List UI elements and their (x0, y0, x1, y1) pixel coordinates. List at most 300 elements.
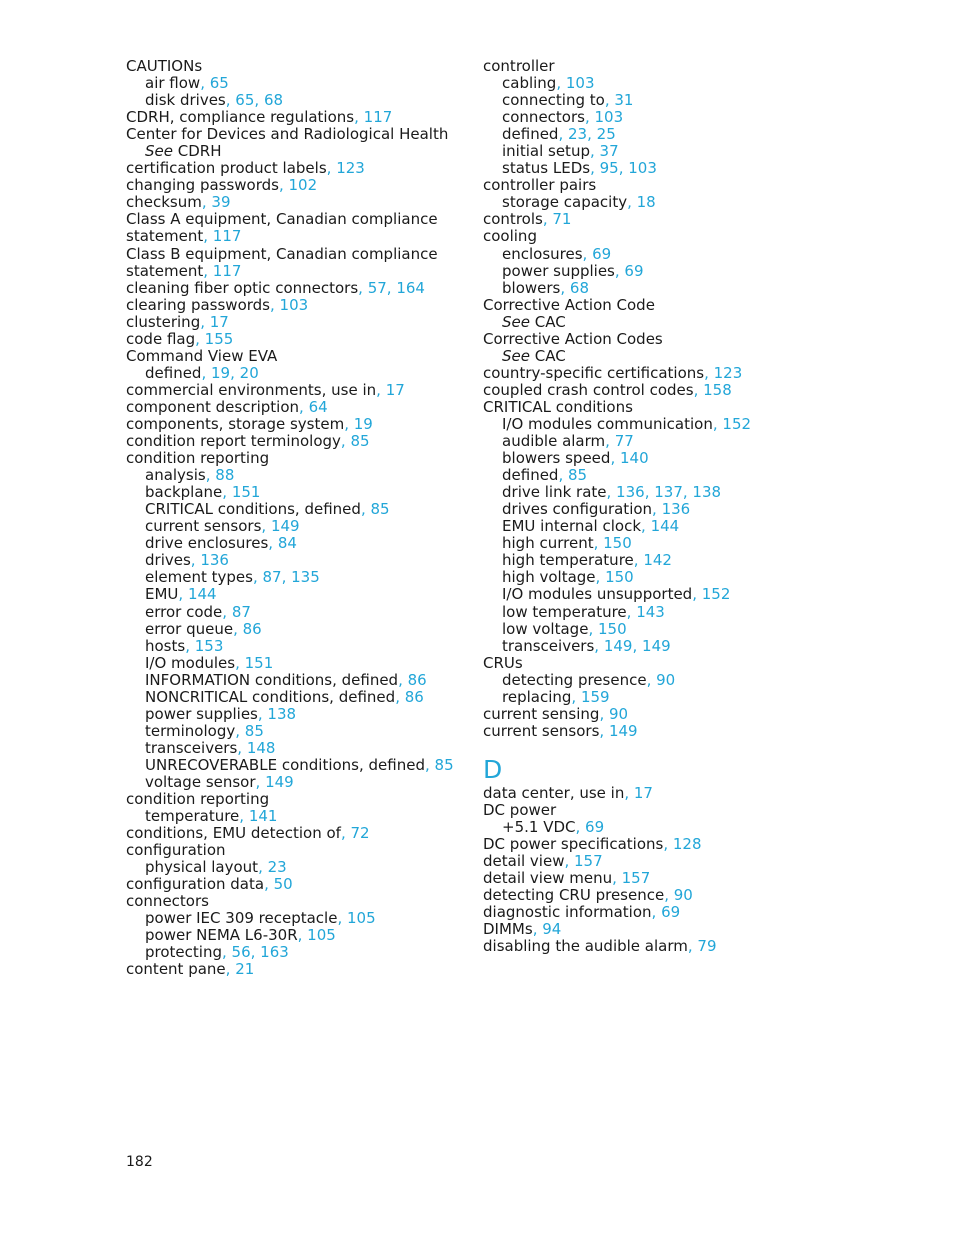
index-subentry (126, 143, 466, 160)
page-link[interactable]: 149 (608, 721, 638, 740)
page-separator: , (556, 74, 566, 93)
page-separator: , (201, 363, 212, 382)
index-term: low voltage (502, 619, 589, 638)
index-subentry (483, 143, 823, 160)
page-separator: , (299, 397, 309, 416)
index-term: Class A equipment, Canadian compliance (126, 210, 438, 229)
page-link[interactable]: 94 (542, 920, 562, 939)
index-entry (483, 836, 823, 853)
page-link[interactable]: 138 (692, 483, 722, 502)
page-separator: , (605, 432, 615, 451)
index-entry (483, 382, 823, 399)
page-link[interactable]: 68 (263, 91, 284, 110)
index-term: terminology (145, 721, 236, 740)
page-separator: , (627, 193, 637, 212)
index-entry (483, 399, 823, 416)
index-subentry (483, 416, 823, 433)
index-term: status LEDs (502, 159, 591, 178)
index-entry (126, 433, 466, 450)
page-link[interactable]: 64 (308, 397, 328, 416)
index-term: detail view menu (483, 869, 613, 888)
page-link[interactable]: 163 (260, 943, 289, 962)
index-term: certification product labels (126, 159, 327, 178)
page-link[interactable]: 71 (552, 210, 572, 229)
index-term: power supplies (145, 704, 258, 723)
page-link[interactable]: 17 (633, 783, 653, 802)
index-subentry (126, 586, 466, 603)
index-term: +5.1 VDC (502, 817, 576, 836)
index-entry (483, 785, 823, 802)
index-entry (483, 177, 823, 194)
page-separator: , (326, 159, 337, 178)
index-term: CAUTIONs (126, 57, 203, 75)
page-link[interactable]: 149 (265, 772, 294, 791)
see-reference-label: See (502, 312, 535, 331)
page-separator: , (618, 159, 629, 178)
index-term: CRITICAL conditions, defined (145, 500, 361, 519)
index-subentry (483, 160, 823, 177)
page-link[interactable]: 87 (231, 602, 251, 621)
page-link[interactable]: 86 (242, 619, 262, 638)
page-link[interactable]: 152 (701, 585, 731, 604)
index-term: current sensors (145, 517, 262, 536)
index-term: voltage sensor (145, 772, 256, 791)
page-link[interactable]: 85 (370, 500, 390, 519)
index-subentry (483, 280, 823, 297)
page-separator: , (270, 295, 280, 314)
page-separator: , (200, 74, 210, 93)
index-term: drives (145, 551, 191, 570)
page-link[interactable]: 85 (244, 721, 264, 740)
page-separator: , (571, 687, 581, 706)
index-term: EMU (145, 585, 179, 604)
index-subentry (483, 194, 823, 211)
index-subentry (483, 450, 823, 467)
index-subentry (126, 910, 466, 927)
index-entry (126, 211, 466, 228)
page-link[interactable]: 21 (235, 960, 255, 979)
page-link[interactable]: 37 (599, 142, 619, 161)
page-link[interactable]: 149 (270, 517, 300, 536)
index-term: blowers (502, 278, 561, 297)
page-link[interactable]: 103 (594, 108, 624, 127)
page-link[interactable]: 20 (239, 363, 259, 382)
index-subentry (126, 757, 466, 774)
page-separator: , (358, 278, 368, 297)
page-separator: , (225, 91, 236, 110)
page-link[interactable]: 128 (672, 835, 702, 854)
page-separator: , (575, 817, 586, 836)
index-term: Class B equipment, Canadian compliance (126, 244, 438, 263)
page-separator: , (190, 551, 201, 570)
index-subentry (126, 518, 466, 535)
page-separator: , (257, 704, 268, 723)
page-separator: , (195, 329, 205, 348)
page-link[interactable]: 164 (396, 278, 425, 297)
page-link[interactable]: 150 (597, 619, 627, 638)
page-separator: , (558, 466, 569, 485)
index-entry (126, 280, 466, 297)
index-term: cooling (483, 227, 537, 246)
page-separator: , (268, 534, 278, 553)
index-term: high temperature (502, 551, 634, 570)
page-link[interactable]: 123 (713, 363, 743, 382)
page-link[interactable]: 103 (628, 159, 657, 178)
index-subentry (126, 638, 466, 655)
page-separator: , (254, 91, 264, 110)
index-subentry (483, 501, 823, 518)
index-term: DC power (483, 800, 557, 819)
page-link[interactable]: 79 (697, 937, 717, 956)
page-link[interactable]: 149 (603, 636, 633, 655)
page-link[interactable]: 25 (596, 125, 616, 144)
index-term: drive link rate (502, 483, 607, 502)
index-term: diagnostic information (483, 903, 652, 922)
index-subentry (126, 808, 466, 825)
index-term: NONCRITICAL conditions, defined (145, 687, 396, 706)
index-term: DC power specifications (483, 835, 664, 854)
page-link[interactable]: 90 (673, 886, 693, 905)
index-subentry (483, 109, 823, 126)
page-link[interactable]: 135 (291, 568, 320, 587)
index-term: commercial environments, use in (126, 380, 377, 399)
page-link[interactable]: 149 (642, 636, 671, 655)
index-term: Command View EVA (126, 346, 278, 365)
page-separator: , (610, 449, 620, 468)
index-entry (126, 842, 466, 859)
index-term: cabling (502, 74, 557, 93)
page-link[interactable]: 150 (603, 534, 632, 553)
index-subentry (483, 569, 823, 586)
index-term: audible alarm (502, 432, 606, 451)
page-separator: , (337, 909, 347, 928)
index-term: CDRH (177, 142, 222, 161)
index-subentry (126, 92, 466, 109)
index-term: code flag (126, 329, 196, 348)
page-link[interactable]: 140 (619, 449, 649, 468)
page-separator: , (614, 261, 625, 280)
index-term: power NEMA L6-30R (145, 926, 298, 945)
index-subentry (126, 569, 466, 586)
index-term: CRUs (483, 653, 523, 672)
page-link[interactable]: 23 (267, 858, 287, 877)
index-subentry (126, 552, 466, 569)
page-link[interactable]: 152 (722, 414, 752, 433)
index-term: coupled crash control codes (483, 380, 694, 399)
index-subentry (126, 706, 466, 723)
page-link[interactable]: 136 (661, 500, 691, 519)
index-subentry (126, 689, 466, 706)
page-separator: , (599, 704, 609, 723)
page-link[interactable]: 153 (194, 636, 224, 655)
index-entry (126, 297, 466, 314)
page-link[interactable]: 65 (209, 74, 229, 93)
index-entry (126, 263, 466, 280)
page-link[interactable]: 17 (385, 380, 405, 399)
index-term: current sensing (483, 704, 600, 723)
page-link[interactable]: 23 (568, 125, 588, 144)
page-link[interactable]: 136 (616, 483, 645, 502)
page-link[interactable]: 65 (235, 91, 255, 110)
page-separator: , (261, 517, 271, 536)
page-link[interactable]: 88 (215, 466, 235, 485)
index-term: content pane (126, 960, 226, 979)
index-subentry (483, 552, 823, 569)
index-term: I/O modules communication (502, 414, 713, 433)
index-term: transceivers (145, 738, 238, 757)
page-link[interactable]: 85 (434, 755, 454, 774)
page-link[interactable]: 85 (568, 466, 588, 485)
page-link[interactable]: 17 (209, 312, 229, 331)
index-entry (483, 904, 823, 921)
index-entry (126, 331, 466, 348)
see-reference-label: See (145, 142, 178, 161)
page-separator: , (594, 636, 604, 655)
index-term: connecting to (502, 91, 605, 110)
page-link[interactable]: 56 (231, 943, 251, 962)
page-link[interactable]: 90 (609, 704, 629, 723)
page-link[interactable]: 157 (621, 869, 651, 888)
index-subentry (483, 348, 823, 365)
page-separator: , (360, 500, 371, 519)
page-link[interactable]: 69 (592, 244, 612, 263)
index-subentry (483, 246, 823, 263)
page-link[interactable]: 84 (277, 534, 297, 553)
page-separator: , (632, 636, 643, 655)
page-separator: , (344, 414, 354, 433)
page-link[interactable]: 148 (246, 738, 276, 757)
page-link[interactable]: 68 (569, 278, 589, 297)
index-term: configuration (126, 841, 226, 860)
index-term: error code (145, 602, 223, 621)
page-separator: , (239, 807, 249, 826)
page-separator: , (225, 960, 236, 979)
index-entry (126, 58, 466, 75)
index-term: CAC (534, 346, 566, 365)
page-separator: , (354, 108, 364, 127)
page-separator: , (185, 636, 195, 655)
page-link[interactable]: 72 (350, 824, 370, 843)
index-term: controller pairs (483, 176, 597, 195)
index-term: controls (483, 210, 543, 229)
page-link[interactable]: 159 (580, 687, 610, 706)
page-separator: , (646, 670, 657, 689)
index-subentry (483, 126, 823, 143)
index-term: controller (483, 57, 555, 75)
index-term: air flow (145, 74, 201, 93)
page-separator: , (252, 568, 263, 587)
page-separator: , (687, 937, 698, 956)
page-link[interactable]: 103 (279, 295, 309, 314)
index-entry (126, 160, 466, 177)
page-link[interactable]: 150 (605, 568, 634, 587)
index-subentry (126, 774, 466, 791)
index-term: low temperature (502, 602, 627, 621)
index-entry (483, 655, 823, 672)
index-term: current sensors (483, 721, 600, 740)
index-entry (483, 887, 823, 904)
page-link[interactable]: 50 (273, 875, 293, 894)
index-entry (483, 297, 823, 314)
page-link[interactable]: 90 (656, 670, 676, 689)
index-subentry (483, 263, 823, 280)
index-entry (483, 938, 823, 955)
index-term: cleaning fiber optic connectors (126, 278, 359, 297)
index-subentry (126, 501, 466, 518)
index-term: configuration data (126, 875, 265, 894)
page-link[interactable]: 117 (212, 227, 242, 246)
page-separator: , (612, 869, 622, 888)
index-term: Center for Devices and Radiological Health (126, 125, 449, 144)
page-separator: , (624, 783, 634, 802)
page-link[interactable]: 123 (336, 159, 365, 178)
index-term: detecting CRU presence (483, 886, 665, 905)
page-link[interactable]: 151 (244, 653, 274, 672)
index-entry (126, 348, 466, 365)
index-term: CAC (534, 312, 566, 331)
index-term: Corrective Action Codes (483, 329, 663, 348)
index-subentry (126, 859, 466, 876)
page-link[interactable]: 31 (614, 91, 634, 110)
index-term: high voltage (502, 568, 596, 587)
index-term: CDRH, compliance regulations (126, 108, 355, 127)
page-separator: , (222, 602, 232, 621)
page-link[interactable]: 19 (353, 414, 373, 433)
page-separator: , (664, 886, 674, 905)
index-term: disabling the audible alarm (483, 937, 688, 956)
index-term: replacing (502, 687, 572, 706)
page-link[interactable]: 86 (404, 687, 424, 706)
page-link[interactable]: 102 (288, 176, 318, 195)
page-separator: , (200, 312, 210, 331)
index-term: detecting presence (502, 670, 647, 689)
index-term: checksum (126, 193, 202, 212)
page-link[interactable]: 39 (211, 193, 231, 212)
index-term: clustering (126, 312, 201, 331)
index-subentry (483, 535, 823, 552)
index-term: drive enclosures (145, 534, 269, 553)
page-link[interactable]: 86 (407, 670, 427, 689)
index-term: physical layout (145, 858, 259, 877)
index-term: conditions, EMU detection of (126, 824, 341, 843)
index-column-right (483, 58, 823, 955)
page-link[interactable]: 117 (363, 108, 393, 127)
page-link[interactable]: 77 (614, 432, 634, 451)
index-entry (483, 802, 823, 819)
index-subentry (126, 723, 466, 740)
page-link[interactable]: 137 (654, 483, 683, 502)
page-separator: , (633, 551, 644, 570)
index-subentry (126, 75, 466, 92)
page-separator: , (340, 824, 351, 843)
page-link[interactable]: 157 (574, 852, 603, 871)
page-link[interactable]: 105 (307, 926, 336, 945)
index-term: statement (126, 227, 204, 246)
index-entry (483, 331, 823, 348)
index-subentry (483, 638, 823, 655)
page-separator: , (652, 500, 662, 519)
page-link[interactable]: 69 (661, 903, 681, 922)
index-term: power supplies (502, 261, 615, 280)
page-separator: , (606, 483, 617, 502)
page-link[interactable]: 155 (204, 329, 234, 348)
page-link[interactable]: 105 (347, 909, 376, 928)
index-entry (483, 853, 823, 870)
page-separator: , (237, 738, 247, 757)
index-term: UNRECOVERABLE conditions, defined (145, 755, 425, 774)
page-separator: , (203, 227, 213, 246)
page-separator: , (604, 91, 615, 110)
index-term: initial setup (502, 142, 590, 161)
page-separator: , (542, 210, 553, 229)
page-link[interactable]: 151 (231, 483, 261, 502)
page-link[interactable]: 143 (636, 602, 665, 621)
page-link[interactable]: 103 (565, 74, 595, 93)
page-separator: , (398, 670, 408, 689)
index-subentry (483, 604, 823, 621)
page-link[interactable]: 69 (624, 261, 644, 280)
page-separator: , (588, 619, 598, 638)
page-link[interactable]: 87 (262, 568, 282, 587)
page-separator: , (222, 483, 232, 502)
index-entry (126, 450, 466, 467)
index-subentry (483, 621, 823, 638)
page-separator: , (221, 943, 232, 962)
page-link[interactable]: 69 (585, 817, 605, 836)
page-separator: , (258, 858, 268, 877)
index-entry (126, 194, 466, 211)
index-term: blowers speed (502, 449, 611, 468)
page-link[interactable]: 18 (636, 193, 656, 212)
page-link[interactable]: 142 (643, 551, 672, 570)
index-term: defined (502, 466, 559, 485)
page-link[interactable]: 144 (650, 517, 680, 536)
index-subentry (483, 689, 823, 706)
page-separator: , (178, 585, 188, 604)
page-separator: , (340, 432, 351, 451)
page-link[interactable]: 95 (599, 159, 619, 178)
page-link[interactable]: 158 (703, 380, 732, 399)
page-link[interactable]: 117 (212, 261, 242, 280)
page-separator: , (587, 125, 597, 144)
page-link[interactable]: 141 (248, 807, 278, 826)
index-section-letter: D (483, 754, 503, 784)
page-separator: , (589, 142, 600, 161)
index-subentry (483, 819, 823, 836)
page-separator: , (395, 687, 405, 706)
page-link[interactable]: 138 (267, 704, 297, 723)
index-subentry (126, 467, 466, 484)
page-link[interactable]: 85 (350, 432, 370, 451)
page-separator: , (682, 483, 693, 502)
index-subentry (126, 655, 466, 672)
index-subentry (126, 621, 466, 638)
page-link[interactable]: 144 (187, 585, 217, 604)
index-subentry (126, 535, 466, 552)
page-link[interactable]: 57 (367, 278, 387, 297)
page-link[interactable]: 136 (200, 551, 229, 570)
index-term: CRITICAL conditions (483, 397, 633, 416)
index-subentry (483, 75, 823, 92)
page-separator: , (651, 903, 662, 922)
page-separator: , (712, 414, 723, 433)
index-term: disk drives (145, 91, 226, 110)
index-entry (126, 228, 466, 245)
page-separator: , (376, 380, 386, 399)
index-subentry (126, 365, 466, 382)
index-subentry (483, 484, 823, 501)
page-link[interactable]: 19 (211, 363, 231, 382)
